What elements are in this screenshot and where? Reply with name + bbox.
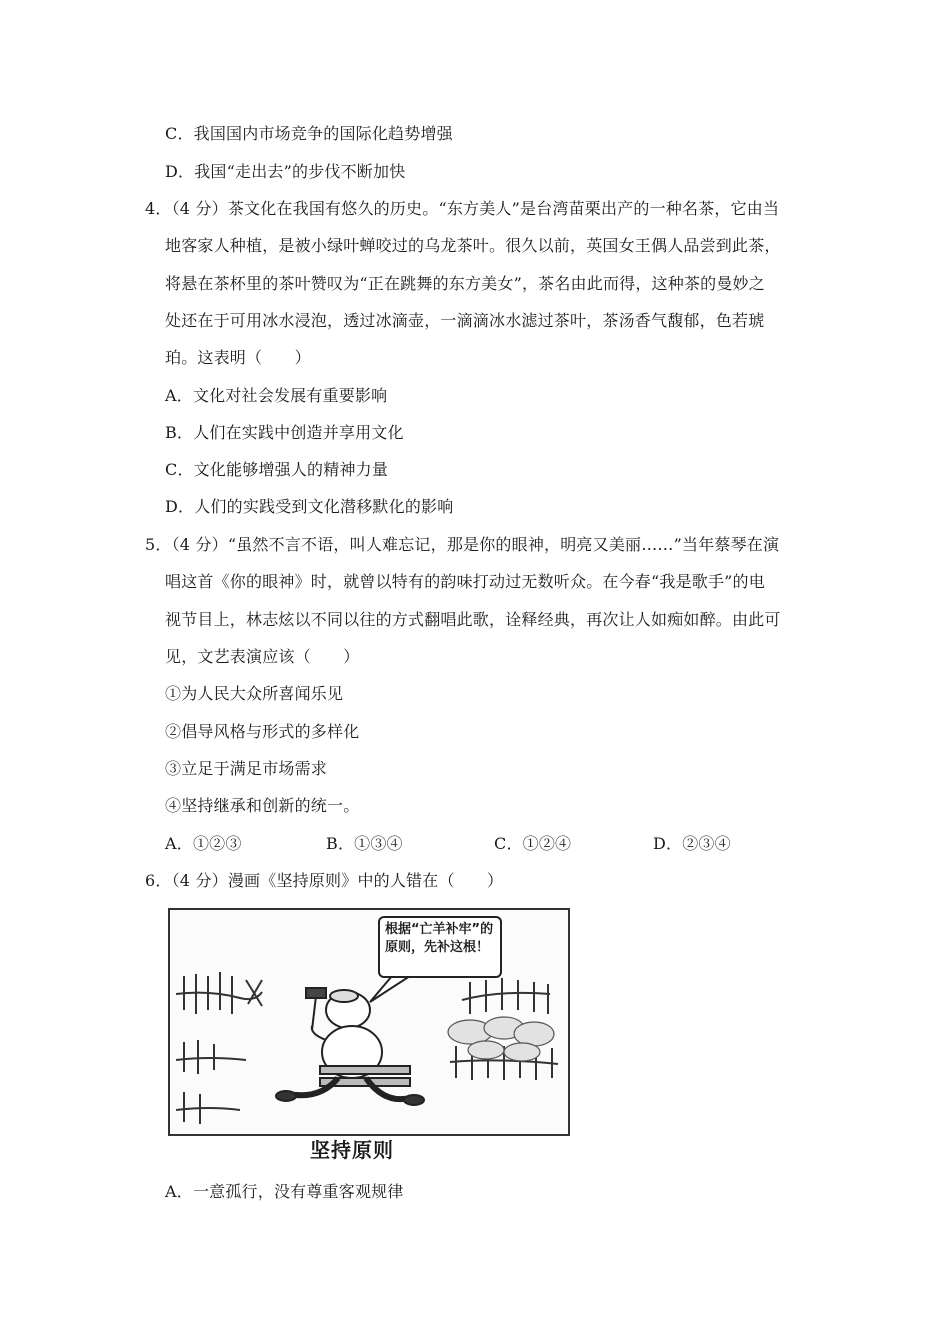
q5-item-4: ④坚持继承和创新的统一。 [165,796,360,815]
q4-stem-line-4: 处还在于可用冰水浸泡，透过冰滴壶，一滴滴冰水滤过茶叶，茶汤香气馥郁，色若琥 [165,311,765,330]
q3-option-d: D．我国“走出去”的步伐不断加快 [165,162,406,181]
q4-option-d: D．人们的实践受到文化潜移默化的影响 [165,497,454,516]
speech-bubble: 根据“亡羊补牢”的原则，先补这根！ [378,916,502,978]
q5-item-3: ③立足于满足市场需求 [165,759,328,778]
q4-option-b: B．人们在实践中创造并享用文化 [165,423,404,442]
q5-stem-line-1: 5．（4 分）“虽然不言不语，叫人难忘记，那是你的眼神，明亮又美丽……”当年蔡琴在演 [145,535,780,554]
q5-stem-line-4: 见，文艺表演应该（ ） [165,647,360,666]
q5-options-row [0,834,950,854]
q5-option-c: C．①②④ [494,834,572,853]
q5-stem-line-3: 视节目上，林志炫以不同以往的方式翻唱此歌，诠释经典，再次让人如痴如醉。由此可 [165,610,781,629]
q4-stem-line-3: 将悬在茶杯里的茶叶赞叹为“正在跳舞的东方美女”，茶名由此而得，这种茶的曼妙之 [165,274,765,293]
q4-stem-line-1: 4．（4 分）茶文化在我国有悠久的历史。“东方美人”是台湾苗栗出产的一种名茶，它由当 [145,199,780,218]
q6-stem-line-1: 6．（4 分）漫画《坚持原则》中的人错在（ ） [145,871,504,890]
cartoon-image [168,908,570,1136]
q4-stem-line-5: 珀。这表明（ ） [165,348,311,367]
q5-option-b: B．①③④ [326,834,403,853]
q5-item-1: ①为人民大众所喜闻乐见 [165,684,344,703]
q5-option-a: A．①②③ [165,834,242,853]
q3-option-c: C．我国国内市场竞争的国际化趋势增强 [165,124,453,143]
q4-option-a: A．文化对社会发展有重要影响 [165,386,388,405]
q5-option-d: D．②③④ [653,834,731,853]
q4-stem-line-2: 地客家人种植，是被小绿叶蝉咬过的乌龙茶叶。很久以前，英国女王偶人品尝到此茶， [165,236,781,255]
q4-option-c: C．文化能够增强人的精神力量 [165,460,389,479]
cartoon-caption: 坚持原则 [310,1138,394,1162]
q6-option-a: A．一意孤行，没有尊重客观规律 [165,1182,404,1201]
q5-item-2: ②倡导风格与形式的多样化 [165,722,360,741]
cartoon-drawing [170,910,568,1134]
q5-stem-line-2: 唱这首《你的眼神》时，就曾以特有的韵味打动过无数听众。在今春“我是歌手”的电 [165,572,765,591]
